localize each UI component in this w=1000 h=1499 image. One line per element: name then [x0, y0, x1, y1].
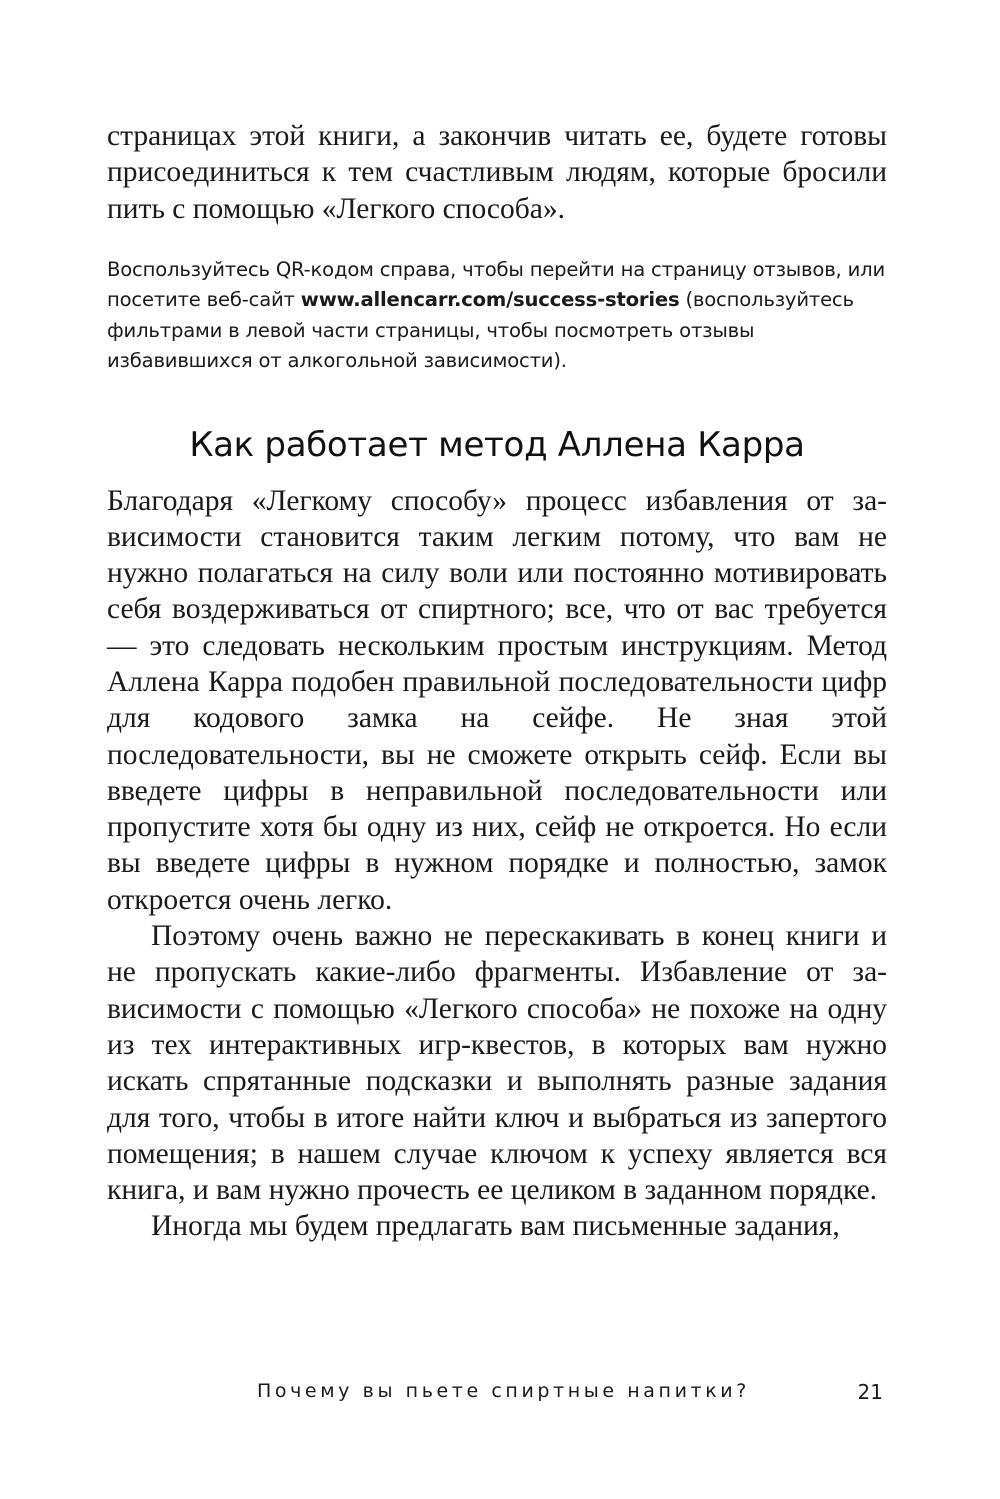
- body-paragraph-2: Поэтому очень важно не перескакивать в конец книги и не пропускать какие-либо фрагменты. Избавление от зависимости с помощью «Легкого способа» не похоже на одну из тех интерактивных игр-квестов, в которых вам нужно искать спрятанные подсказки и выполнять разные задания для того, чтобы в итоге найти ключ и выбраться из запертого помещения; в нашем случае ключом к успеху является вся книга, и вам нужно прочесть ее целиком в заданном порядке.: [107, 920, 887, 1207]
- qr-note: [107, 255, 887, 377]
- body-paragraph-3: Иногда мы будем предлагать вам письменные задания,: [151, 1210, 840, 1243]
- qr-note-text-before: Воспользуйтесь QR-кодом справа, чтобы перейти на страницу отзывов, или посетите веб-сайт: [107, 257, 885, 312]
- running-title: Почему вы пьете спиртные напитки?: [257, 1380, 750, 1402]
- intro-paragraph: страницах этой книги, а закончив читать ее, будете готовы присоединиться к тем счастливым людям, которые бросили пить с помощью «Легкого способа».: [107, 120, 887, 225]
- body-paragraph-1: Благодаря «Легкому способу» процесс избавления от зависимости становится таким легким потому, что вам не нужно полагаться на силу воли или постоянно мотивировать себя воздерживаться от спиртного; все, что от вас требуется — это следовать нескольким простым инструкциям. Метод Аллена Карра подобен правильной последовательности цифр для кодового замка на сейфе. Не зная этой последовательности, вы не сможете открыть сейф. Если вы введете цифры в неправильной последовательности или пропустите хотя бы одну из них, сейф не откроется. Но если вы введете цифры в нужном порядке и полностью, замок откроется очень легко.: [107, 484, 887, 916]
- page-number: 21: [857, 1380, 883, 1404]
- page-footer: [0, 1380, 1000, 1412]
- qr-note-text-after: (воспользуйтесь фильтрами в левой части страницы, чтобы посмотреть отзывы избавившихся от алкогольной зависимости).: [107, 288, 854, 373]
- success-stories-link[interactable]: www.allencarr.com/success-stories: [300, 288, 680, 312]
- page-content: [107, 118, 887, 1245]
- section-title: Как работает метод Аллена Карра: [189, 424, 805, 465]
